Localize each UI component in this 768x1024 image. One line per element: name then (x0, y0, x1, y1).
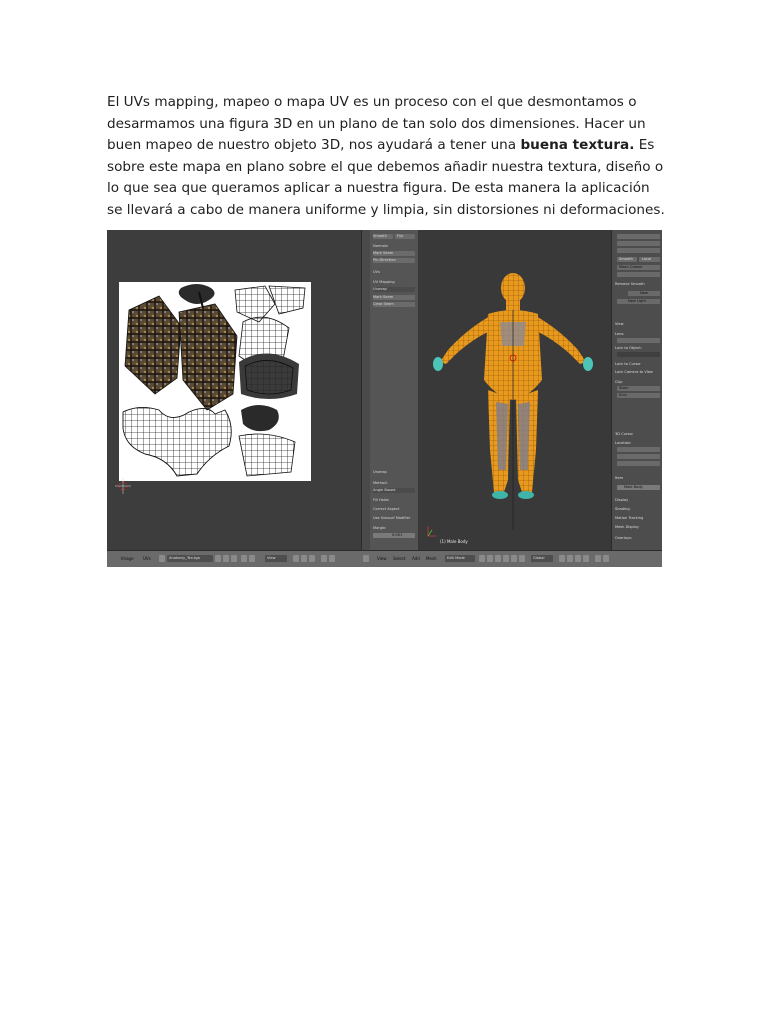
location-z-field[interactable] (617, 461, 660, 466)
display-panel-header[interactable]: Display (615, 498, 629, 502)
flip-button-label: Flip (397, 234, 404, 238)
viewport-add-menu[interactable]: Add (412, 556, 420, 561)
cursor-crosshair-icon (113, 476, 133, 496)
viewport-mesh-menu[interactable]: Mesh (426, 556, 437, 561)
uv-pivot-icon[interactable] (301, 555, 307, 562)
snap-icon[interactable] (595, 555, 601, 562)
shading-panel-header[interactable]: Shading (615, 507, 630, 511)
lens-label: Lens: (615, 332, 625, 336)
image-name-field[interactable]: Anatomy_Tex.tga (167, 555, 213, 562)
body-paragraph (107, 92, 667, 222)
properties-panel (611, 230, 662, 550)
location-y-field[interactable] (617, 454, 660, 459)
uv-uvs-menu[interactable]: UVs (143, 556, 151, 561)
local-toggle-label: Local (642, 257, 652, 261)
pivot-point-icon[interactable] (487, 555, 493, 562)
viewport-view-menu[interactable]: View (377, 556, 387, 561)
lock-object-field[interactable] (617, 352, 660, 357)
proportional-edit-icon[interactable] (603, 555, 609, 562)
clip-start-label: Start: (619, 386, 629, 390)
paragraph-text-1: El UVs mapping, mapeo o mapa UV es un proceso con el que desmontamos o desarmamos una figura 3D en un plano de tan solo dos dimensiones. Hacer un buen mapeo de nuestro objeto 3D, nos ayudará a tener una (107, 94, 646, 154)
orientation-select[interactable]: Global (531, 555, 553, 562)
lock-cursor-checkbox[interactable]: Lock to Cursor (615, 362, 641, 366)
uv-channel-icon[interactable] (321, 555, 327, 562)
item-name-value: Male Body (624, 485, 643, 489)
uv-view-select[interactable]: View (265, 555, 287, 562)
uv-select-mode-icon[interactable] (249, 555, 255, 562)
image-pin-icon[interactable] (231, 555, 237, 562)
3d-editor-type-icon[interactable] (363, 555, 369, 562)
uv-islands-image (119, 282, 311, 481)
smooth-toggle-label: Smooth (619, 257, 633, 261)
clip-end-label: End: (619, 393, 628, 397)
translate-icon[interactable] (503, 555, 509, 562)
mode-select[interactable]: Edit Mode (445, 555, 475, 562)
remove-smooth-label[interactable]: Remove Smooth (615, 282, 645, 286)
paragraph-text-2: Es sobre este mapa en plano sobre el que debemos añadir nuestra textura, diseño o lo que sea que queramos aplicar a nuestra figura. De esta manera la aplicación se llevará a cabo de manera uniforme y limpia, sin distorsiones ni deformaciones. (107, 137, 665, 218)
tool-tabs[interactable] (362, 230, 370, 550)
uv-mapping-label: UV Mapping (373, 280, 395, 284)
image-open-icon[interactable] (223, 555, 229, 562)
uvs-panel-header[interactable]: UVs (373, 270, 380, 274)
method-label: Method: (373, 481, 388, 485)
lock-camera-checkbox[interactable]: Lock Camera to View (615, 370, 653, 374)
pin-direction-label: Pin Direction (373, 258, 396, 262)
mean-crease-label: Mean Crease (619, 265, 643, 269)
uv-view-menu[interactable]: Image (121, 556, 134, 561)
location-label: Location: (615, 441, 632, 445)
uv-editor[interactable] (107, 230, 361, 550)
margin-value: 0.001 (392, 533, 403, 537)
3d-viewport[interactable] (418, 230, 611, 550)
rotate-icon[interactable] (511, 555, 517, 562)
lock-object-label: Lock to Object: (615, 346, 643, 350)
uv-texture-map (119, 282, 311, 481)
cursor-panel-header[interactable]: 3D Cursor (615, 432, 634, 436)
correct-aspect-checkbox[interactable]: Correct Aspect (373, 507, 400, 511)
smooth-button-label: Smooth (373, 234, 387, 238)
margin-label: Margin: (373, 526, 387, 530)
uv-display-icon[interactable] (329, 555, 335, 562)
tool-shelf (361, 230, 418, 550)
method-value: Angle Based (373, 488, 396, 492)
layers-icon[interactable] (559, 555, 565, 562)
lens-field[interactable] (617, 338, 660, 343)
editor-header-bar (107, 550, 662, 567)
clear-seam-label: Clear Seam (373, 302, 394, 306)
mark-seam-label: Mark Seam (373, 295, 394, 299)
image-new-icon[interactable] (215, 555, 221, 562)
normals-label: Normals (373, 244, 388, 248)
manipulator-icon[interactable] (495, 555, 501, 562)
prop-field-1[interactable] (617, 234, 660, 239)
overlays-label: Overlays: (615, 536, 633, 540)
unwrap-select-label: Unwrap (373, 287, 387, 291)
clip-label: Clip: (615, 380, 623, 384)
viewport-shading-icon[interactable] (479, 555, 485, 562)
prop-field-4[interactable] (617, 272, 660, 277)
edge-select-icon[interactable] (575, 555, 581, 562)
object-name-label: (1) Male Body (440, 539, 468, 544)
face-select-icon[interactable] (583, 555, 589, 562)
use-subsurf-checkbox[interactable]: Use Subsurf Modifier (373, 516, 411, 520)
location-x-field[interactable] (617, 447, 660, 452)
motion-tracking-checkbox[interactable]: Motion Tracking (615, 516, 644, 520)
prop-field-2[interactable] (617, 241, 660, 246)
blender-screenshot (107, 230, 662, 567)
fill-holes-checkbox[interactable]: Fill Holes (373, 498, 389, 502)
vertex-select-icon[interactable] (567, 555, 573, 562)
unwrap-operator-header[interactable]: Unwrap (373, 470, 387, 474)
mark-seam-item-label: Mark Seam (373, 251, 394, 255)
image-browse-icon[interactable] (159, 555, 165, 562)
scale-icon[interactable] (519, 555, 525, 562)
male-body-mesh (418, 230, 611, 550)
view-panel-header[interactable]: View (615, 322, 624, 326)
paragraph-bold-text: buena textura. (520, 137, 635, 154)
item-panel-header[interactable]: Item (615, 476, 624, 480)
new-button-label: New (640, 291, 648, 295)
mesh-display-header[interactable]: Mesh Display (615, 525, 639, 529)
viewport-select-menu[interactable]: Select (393, 556, 406, 561)
uv-proportional-icon[interactable] (309, 555, 315, 562)
uv-snap-icon[interactable] (293, 555, 299, 562)
new-light-label: New Light (628, 299, 646, 303)
uv-sync-icon[interactable] (241, 555, 247, 562)
prop-field-3[interactable] (617, 248, 660, 253)
